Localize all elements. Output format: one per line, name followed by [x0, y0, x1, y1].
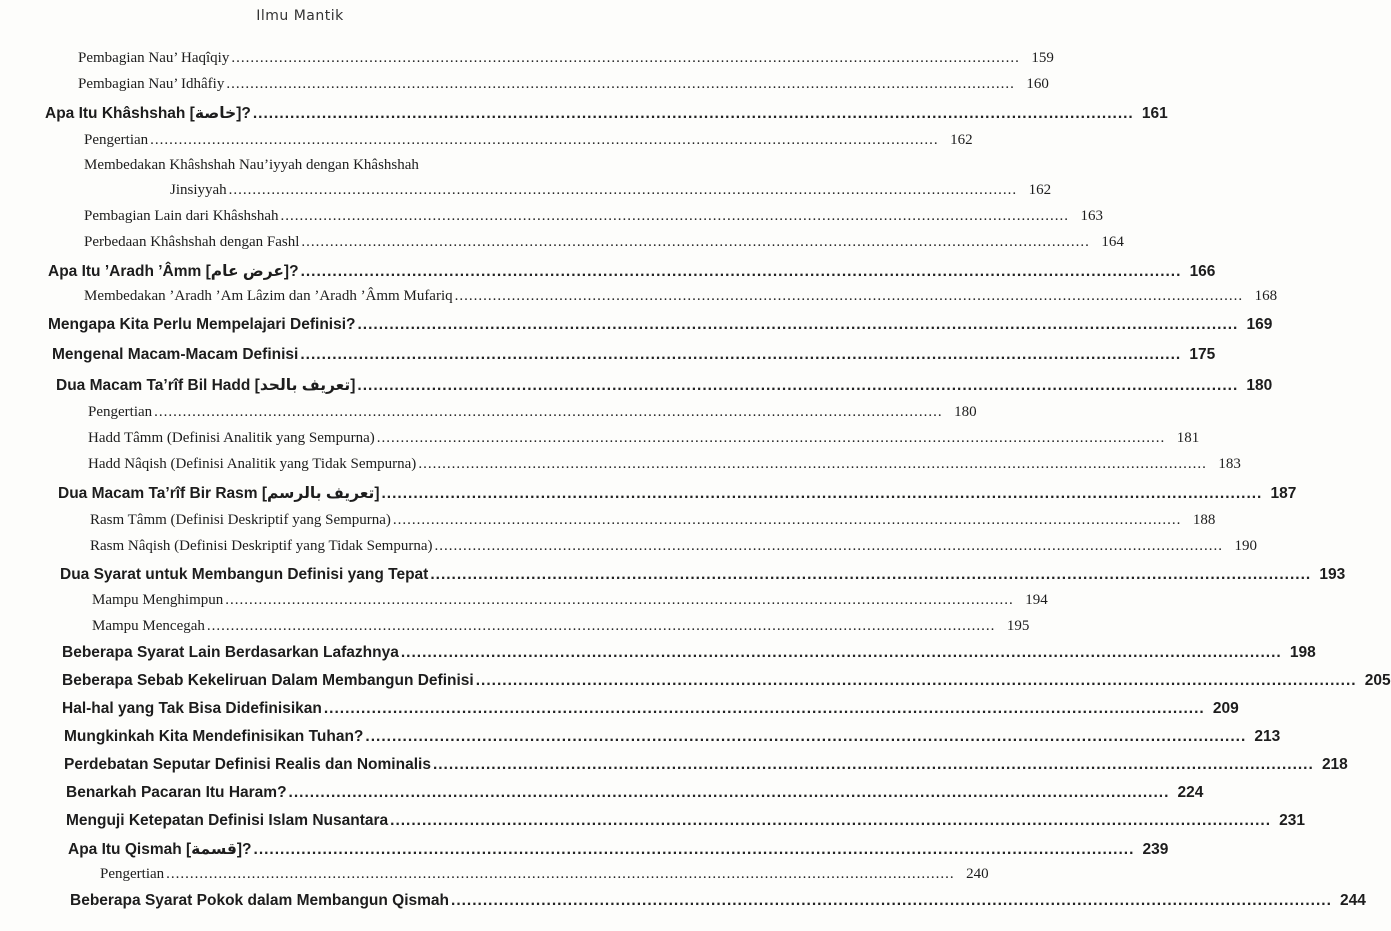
- toc-entry-title: Beberapa Sebab Kekeliruan Dalam Membangun Definisi: [62, 672, 474, 689]
- toc-entry-title: Pengertian: [84, 132, 149, 148]
- toc-entry-title: Beberapa Syarat Lain Berdasarkan Lafazhnya: [62, 644, 399, 661]
- toc-entry-title: Apa Itu ’Aradh ’Âmm [عرض عام]?: [48, 263, 299, 280]
- toc-page-number: 166: [1189, 263, 1216, 280]
- toc-leader-dots: [300, 346, 1181, 364]
- toc-entry[interactable]: [58, 484, 1297, 503]
- toc-entry-title: Perdebatan Seputar Definisi Realis dan Nominalis: [64, 756, 431, 773]
- toc-entry-title: Jinsiyyah: [170, 182, 227, 198]
- toc-leader-dots: [225, 592, 1014, 609]
- toc-leader-dots: [301, 263, 1182, 281]
- toc-entry[interactable]: [88, 430, 1200, 447]
- toc-entry[interactable]: [84, 234, 1124, 251]
- toc-page-number: 240: [966, 866, 989, 882]
- toc-leader-dots: [451, 892, 1332, 910]
- toc-entry-title: Dua Syarat untuk Membangun Definisi yang Tepat: [60, 566, 429, 583]
- toc-page-number: 205: [1364, 672, 1391, 689]
- toc-leader-dots: [358, 316, 1239, 334]
- toc-entry[interactable]: [78, 76, 1049, 93]
- toc-entry-title: Hadd Nâqish (Definisi Analitik yang Tidak Sempurna): [88, 456, 417, 472]
- toc-entry[interactable]: [84, 288, 1278, 305]
- running-header: Ilmu Mantik: [256, 8, 344, 24]
- toc-page-number: 180: [1246, 377, 1273, 394]
- toc-leader-dots: [254, 841, 1135, 859]
- toc-entry[interactable]: [84, 208, 1104, 225]
- toc-page-number: 159: [1031, 50, 1054, 66]
- toc-entry-title: Rasm Tâmm (Definisi Deskriptif yang Sempurna): [90, 512, 391, 528]
- toc-entry-title: Pembagian Nau’ Idhâfiy: [78, 76, 225, 92]
- toc-entry[interactable]: [92, 592, 1048, 609]
- toc-page-number: 163: [1080, 208, 1104, 224]
- toc-leader-dots: [150, 132, 939, 149]
- toc-page-number: 194: [1025, 592, 1048, 608]
- toc-entry-title: Mengapa Kita Perlu Mempelajari Definisi?: [48, 316, 356, 333]
- toc-page-number: 175: [1189, 346, 1216, 363]
- toc-entry-title: Pengertian: [100, 866, 165, 882]
- toc-leader-dots: [401, 644, 1282, 662]
- toc-entry[interactable]: [88, 404, 977, 421]
- toc-leader-dots: [207, 618, 996, 635]
- toc-entry-title: Dua Macam Ta’rîf Bir Rasm [تعريف بالرسم]: [58, 485, 380, 502]
- toc-leader-dots: [434, 538, 1223, 555]
- toc-page-number: 218: [1321, 756, 1348, 773]
- toc-page-number: 224: [1177, 784, 1204, 801]
- toc-entry-title: Dua Macam Ta’rîf Bil Hadd [تعريف بالحد]: [56, 377, 356, 394]
- toc-page-number: 195: [1006, 618, 1030, 634]
- toc-entry[interactable]: [62, 644, 1316, 662]
- toc-entry[interactable]: [45, 104, 1168, 123]
- toc-entry[interactable]: [56, 376, 1273, 395]
- toc-leader-dots: [166, 866, 955, 883]
- toc-entry[interactable]: [90, 538, 1257, 555]
- toc-entry[interactable]: [90, 512, 1216, 529]
- toc-leader-dots: [418, 456, 1207, 473]
- toc-entry-title: Pengertian: [88, 404, 153, 420]
- toc-leader-dots: [430, 566, 1311, 584]
- toc-page-number: 162: [950, 132, 973, 148]
- toc-leader-dots: [390, 812, 1271, 830]
- toc-page-number: 183: [1218, 456, 1241, 472]
- toc-page-number: 160: [1026, 76, 1049, 92]
- toc-leader-dots: [229, 182, 1018, 199]
- toc-page-number: 168: [1254, 288, 1278, 304]
- toc-leader-dots: [377, 430, 1166, 447]
- toc-entry[interactable]: [100, 866, 989, 883]
- toc-entry[interactable]: [92, 618, 1030, 635]
- toc-page-number: 164: [1101, 234, 1124, 250]
- toc-page-number: 239: [1142, 841, 1169, 858]
- toc-entry-title: Apa Itu Qismah [قسمة]?: [68, 841, 252, 858]
- toc-page-number: 162: [1028, 182, 1052, 198]
- toc-leader-dots: [382, 485, 1263, 503]
- toc-entry-title: Mungkinkah Kita Mendefinisikan Tuhan?: [64, 728, 364, 745]
- toc-entry-title: Membedakan ’Aradh ’Am Lâzim dan ’Aradh ’Âmm Mufariq: [84, 288, 453, 304]
- toc-entry-continuation[interactable]: [170, 182, 1052, 199]
- toc-leader-dots: [281, 208, 1070, 225]
- toc-leader-dots: [357, 377, 1238, 395]
- toc-page-number: 169: [1246, 316, 1273, 333]
- toc-leader-dots: [393, 512, 1182, 529]
- toc-page-number: 181: [1176, 430, 1200, 446]
- toc-entry[interactable]: [52, 346, 1216, 364]
- toc-page-number: 188: [1192, 512, 1216, 528]
- toc-entry-title: Beberapa Syarat Pokok dalam Membangun Qismah: [70, 892, 450, 909]
- toc-entry[interactable]: [60, 566, 1346, 584]
- toc-entry[interactable]: [78, 50, 1054, 67]
- toc-leader-dots: [231, 50, 1020, 67]
- toc-entry-title: Mampu Mencegah: [92, 618, 205, 634]
- toc-leader-dots: [365, 728, 1246, 746]
- toc-entry-title: Perbedaan Khâshshah dengan Fashl: [84, 234, 300, 250]
- toc-page-number: 244: [1340, 892, 1366, 909]
- toc-entry-title: Hadd Tâmm (Definisi Analitik yang Sempurna): [88, 430, 375, 446]
- toc-entry[interactable]: [62, 700, 1239, 718]
- toc-page-number: 231: [1279, 812, 1306, 829]
- toc-leader-dots: [476, 672, 1357, 690]
- toc-entry-title: Mengenal Macam-Macam Definisi: [52, 346, 299, 363]
- toc-page-number: 180: [954, 404, 977, 420]
- toc-entry-title: Pembagian Nau’ Haqîqiy: [78, 50, 230, 66]
- toc-entry-title: Apa Itu Khâshshah [خاصة]?: [45, 105, 251, 122]
- toc-page-number: 187: [1270, 485, 1297, 502]
- toc-leader-dots: [154, 404, 943, 421]
- toc-entry[interactable]: [64, 756, 1348, 774]
- toc-leader-dots: [253, 105, 1134, 123]
- toc-entry[interactable]: [68, 840, 1169, 859]
- toc-entry[interactable]: [70, 892, 1366, 910]
- toc-entry-title: Benarkah Pacaran Itu Haram?: [66, 784, 287, 801]
- toc-leader-dots: [455, 288, 1244, 305]
- toc-leader-dots: [289, 784, 1170, 802]
- toc-entry-title: Membedakan Khâshshah Nau’iyyah dengan Khâshshah: [84, 157, 419, 173]
- toc-entry-title: Menguji Ketepatan Definisi Islam Nusantara: [66, 812, 389, 829]
- toc-page-number: 190: [1234, 538, 1257, 554]
- toc-leader-dots: [324, 700, 1205, 718]
- toc-leader-dots: [226, 76, 1015, 93]
- toc-entry-title: Hal-hal yang Tak Bisa Didefinisikan: [62, 700, 322, 717]
- toc-entry[interactable]: [62, 672, 1391, 690]
- toc-page-number: 213: [1254, 728, 1281, 745]
- toc-page-number: 161: [1141, 105, 1168, 122]
- toc-leader-dots: [301, 234, 1090, 251]
- toc-entry[interactable]: [48, 262, 1216, 281]
- toc-entry-title: Rasm Nâqish (Definisi Deskriptif yang Tidak Sempurna): [90, 538, 433, 554]
- toc-entry-title: Mampu Menghimpun: [92, 592, 224, 608]
- toc-entry[interactable]: [66, 812, 1306, 830]
- toc-entry[interactable]: [48, 316, 1273, 334]
- toc-page-number: 198: [1289, 644, 1316, 661]
- toc-leader-dots: [433, 756, 1314, 774]
- toc-entry[interactable]: [88, 456, 1241, 473]
- toc-entry[interactable]: [84, 157, 565, 174]
- toc-entry[interactable]: [66, 784, 1204, 802]
- toc-page-number: 209: [1212, 700, 1239, 717]
- toc-entry[interactable]: [84, 132, 973, 149]
- toc-page-number: 193: [1319, 566, 1346, 583]
- toc-entry-title: Pembagian Lain dari Khâshshah: [84, 208, 279, 224]
- toc-entry[interactable]: [64, 728, 1281, 746]
